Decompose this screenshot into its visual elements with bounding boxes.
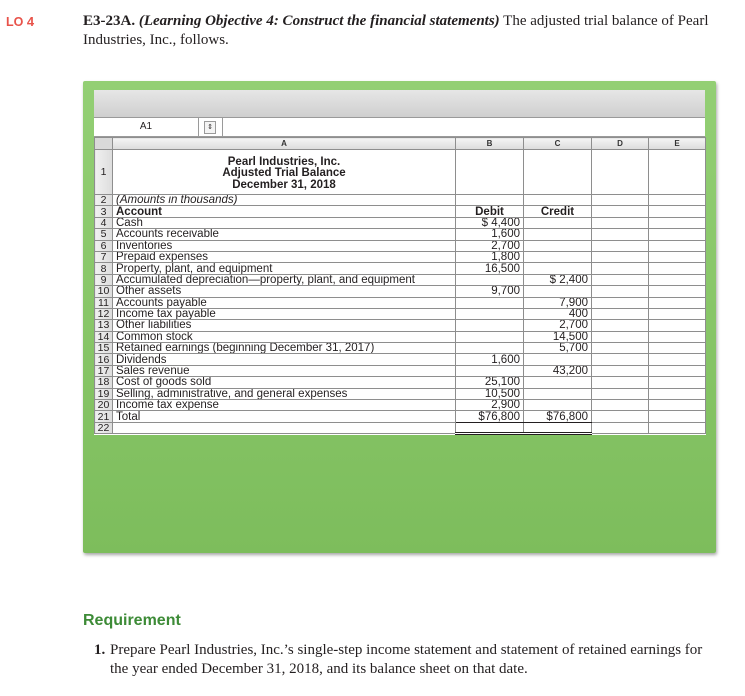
credit-cell[interactable]: [524, 229, 592, 240]
empty-cell[interactable]: [592, 331, 649, 342]
debit-cell[interactable]: [456, 274, 524, 285]
credit-cell[interactable]: 400: [524, 308, 592, 319]
table-row: [95, 377, 706, 388]
requirement-text: Prepare Pearl Industries, Inc.’s single-step income statement and statement of retained earnings for the year ended December 31, 2018, and its balance sheet on that date.: [110, 642, 703, 677]
table-row: [95, 354, 706, 365]
empty-cell[interactable]: [649, 206, 706, 217]
credit-cell[interactable]: [524, 195, 592, 206]
table-row: [95, 263, 706, 274]
empty-cell[interactable]: [592, 229, 649, 240]
problem-objective: (Learning Objective 4: Construct the financial statements): [138, 13, 500, 29]
empty-cell[interactable]: [649, 251, 706, 262]
table-row: [95, 388, 706, 399]
table-row: [95, 229, 706, 240]
row-header[interactable]: 22: [95, 422, 113, 433]
table-row: [95, 365, 706, 376]
credit-cell[interactable]: [524, 354, 592, 365]
credit-cell[interactable]: [524, 377, 592, 388]
empty-cell[interactable]: [649, 274, 706, 285]
empty-cell[interactable]: [592, 354, 649, 365]
debit-cell[interactable]: 2,700: [456, 240, 524, 251]
debit-cell[interactable]: [456, 343, 524, 354]
column-header-e[interactable]: E: [649, 138, 706, 150]
debit-cell[interactable]: $ 4,400: [456, 217, 524, 228]
account-cell[interactable]: [113, 422, 456, 433]
empty-cell[interactable]: [592, 240, 649, 251]
column-header-c[interactable]: C: [524, 138, 592, 150]
debit-cell[interactable]: [456, 195, 524, 206]
debit-cell[interactable]: [456, 320, 524, 331]
requirement-heading: Requirement: [83, 612, 181, 629]
formula-divider: [222, 118, 223, 136]
row-header[interactable]: 17: [95, 365, 113, 376]
empty-cell[interactable]: [592, 286, 649, 297]
spreadsheet-window: [83, 81, 716, 553]
empty-cell[interactable]: [592, 422, 649, 433]
select-all-corner[interactable]: [95, 138, 113, 150]
debit-cell[interactable]: Debit: [456, 206, 524, 217]
table-row: [95, 150, 706, 195]
table-row: [95, 400, 706, 411]
empty-cell[interactable]: [649, 377, 706, 388]
empty-cell[interactable]: [592, 206, 649, 217]
account-cell[interactable]: Prepaid expenses: [113, 251, 456, 262]
account-cell[interactable]: Account: [113, 206, 456, 217]
table-row: [95, 308, 706, 319]
credit-cell[interactable]: [524, 240, 592, 251]
credit-cell[interactable]: [524, 388, 592, 399]
spreadsheet-toolbar: [94, 90, 705, 117]
table-row: [95, 195, 706, 206]
table-row: [95, 206, 706, 217]
debit-cell[interactable]: 1,600: [456, 229, 524, 240]
lo-number: 4: [26, 14, 35, 29]
table-row: [95, 320, 706, 331]
empty-cell[interactable]: [592, 297, 649, 308]
empty-cell[interactable]: [649, 422, 706, 433]
row-header[interactable]: 19: [95, 388, 113, 399]
empty-cell[interactable]: [649, 297, 706, 308]
debit-cell[interactable]: 25,100: [456, 377, 524, 388]
column-header-a[interactable]: A: [113, 138, 456, 150]
lo-prefix: LO: [6, 15, 24, 29]
row-header[interactable]: 7: [95, 251, 113, 262]
empty-cell[interactable]: [592, 365, 649, 376]
account-cell[interactable]: Cost of goods sold: [113, 377, 456, 388]
account-cell[interactable]: Inventories: [113, 240, 456, 251]
credit-cell[interactable]: $ 2,400: [524, 274, 592, 285]
credit-cell[interactable]: 7,900: [524, 297, 592, 308]
credit-cell[interactable]: 14,500: [524, 331, 592, 342]
empty-cell[interactable]: [592, 150, 649, 195]
account-cell[interactable]: Income tax payable: [113, 308, 456, 319]
debit-cell[interactable]: 2,900: [456, 400, 524, 411]
credit-cell[interactable]: 2,700: [524, 320, 592, 331]
table-row: [95, 251, 706, 262]
empty-cell[interactable]: [592, 400, 649, 411]
requirement-number: 1.: [94, 642, 106, 658]
learning-objective-tag: [6, 14, 34, 29]
sheet-title-line: December 31, 2018: [232, 178, 336, 191]
empty-cell[interactable]: [649, 217, 706, 228]
debit-cell[interactable]: [456, 365, 524, 376]
empty-cell[interactable]: [649, 229, 706, 240]
credit-cell[interactable]: [524, 400, 592, 411]
name-box[interactable]: A1: [94, 118, 199, 136]
empty-cell[interactable]: [592, 377, 649, 388]
empty-cell[interactable]: [592, 343, 649, 354]
account-cell[interactable]: Accumulated depreciation—property, plant, and equipment: [113, 274, 456, 285]
debit-cell[interactable]: 1,800: [456, 251, 524, 262]
credit-cell[interactable]: [524, 251, 592, 262]
row-header[interactable]: 9: [95, 274, 113, 285]
credit-cell[interactable]: Credit: [524, 206, 592, 217]
empty-cell[interactable]: [592, 308, 649, 319]
row-header[interactable]: 20: [95, 400, 113, 411]
table-row: [95, 297, 706, 308]
empty-cell[interactable]: [649, 150, 706, 195]
credit-cell[interactable]: [524, 422, 592, 433]
empty-cell[interactable]: [649, 343, 706, 354]
account-cell[interactable]: (Amounts in thousands): [113, 195, 456, 206]
empty-cell[interactable]: [592, 411, 649, 422]
debit-cell[interactable]: [456, 308, 524, 319]
debit-cell[interactable]: 10,500: [456, 388, 524, 399]
empty-cell[interactable]: [456, 150, 524, 195]
empty-cell[interactable]: [592, 195, 649, 206]
row-header[interactable]: 6: [95, 240, 113, 251]
column-header-d[interactable]: D: [592, 138, 649, 150]
table-row: [95, 286, 706, 297]
account-cell[interactable]: Total: [113, 411, 456, 422]
empty-cell[interactable]: [592, 217, 649, 228]
table-row: [95, 331, 706, 342]
debit-cell[interactable]: [456, 422, 524, 433]
table-row: [95, 217, 706, 228]
table-row: [95, 240, 706, 251]
account-cell[interactable]: Selling, administrative, and general expenses: [113, 388, 456, 399]
sheet-title-line: Pearl Industries, Inc.: [227, 155, 341, 168]
empty-cell[interactable]: [592, 251, 649, 262]
debit-cell[interactable]: 9,700: [456, 286, 524, 297]
account-cell[interactable]: Dividends: [113, 354, 456, 365]
empty-cell[interactable]: [649, 240, 706, 251]
row-header[interactable]: 14: [95, 331, 113, 342]
row-header[interactable]: 13: [95, 320, 113, 331]
debit-cell[interactable]: [456, 331, 524, 342]
account-cell[interactable]: Common stock: [113, 331, 456, 342]
row-header[interactable]: 18: [95, 377, 113, 388]
debit-cell[interactable]: 16,500: [456, 263, 524, 274]
empty-cell[interactable]: [649, 286, 706, 297]
row-header[interactable]: 15: [95, 343, 113, 354]
account-cell[interactable]: Accounts receivable: [113, 229, 456, 240]
row-header[interactable]: 1: [95, 150, 113, 195]
account-cell[interactable]: Sales revenue: [113, 365, 456, 376]
empty-cell[interactable]: [592, 263, 649, 274]
empty-cell[interactable]: [649, 400, 706, 411]
column-header-b[interactable]: B: [456, 138, 524, 150]
credit-cell[interactable]: [524, 286, 592, 297]
requirement-item: [94, 641, 714, 679]
empty-cell[interactable]: [649, 365, 706, 376]
sheet-title-line: Adjusted Trial Balance: [222, 167, 346, 180]
empty-cell[interactable]: [649, 195, 706, 206]
empty-cell[interactable]: [592, 388, 649, 399]
empty-cell[interactable]: [649, 331, 706, 342]
debit-cell[interactable]: $76,800: [456, 411, 524, 422]
row-header[interactable]: 10: [95, 286, 113, 297]
row-header[interactable]: 11: [95, 297, 113, 308]
sheet-title-cell[interactable]: [113, 150, 456, 195]
empty-cell[interactable]: [649, 320, 706, 331]
debit-cell[interactable]: [456, 297, 524, 308]
problem-id: E3-23A.: [83, 13, 136, 29]
table-row: [95, 411, 706, 422]
empty-cell[interactable]: [649, 388, 706, 399]
credit-cell[interactable]: $76,800: [524, 411, 592, 422]
row-header[interactable]: 5: [95, 229, 113, 240]
account-cell[interactable]: Income tax expense: [113, 400, 456, 411]
spreadsheet-grid: [94, 137, 706, 435]
table-row: [95, 274, 706, 285]
credit-cell[interactable]: [524, 217, 592, 228]
formula-bar: [94, 117, 705, 137]
empty-cell[interactable]: [592, 274, 649, 285]
empty-cell[interactable]: [524, 150, 592, 195]
row-header[interactable]: 3: [95, 206, 113, 217]
empty-cell[interactable]: [649, 308, 706, 319]
account-cell[interactable]: Accounts payable: [113, 297, 456, 308]
problem-text: The adjusted trial balance of Pearl Industries, Inc., follows.: [83, 13, 709, 48]
debit-cell[interactable]: 1,600: [456, 354, 524, 365]
account-cell[interactable]: Cash: [113, 217, 456, 228]
empty-cell[interactable]: [592, 320, 649, 331]
account-cell[interactable]: Retained earnings (beginning December 31, 2017): [113, 343, 456, 354]
empty-cell[interactable]: [649, 411, 706, 422]
row-header[interactable]: 12: [95, 308, 113, 319]
credit-cell[interactable]: 43,200: [524, 365, 592, 376]
table-row: [95, 422, 706, 433]
credit-cell[interactable]: [524, 263, 592, 274]
problem-statement: [83, 12, 723, 50]
empty-cell[interactable]: [649, 263, 706, 274]
name-box-stepper-icon[interactable]: ⇕: [204, 121, 216, 134]
account-cell[interactable]: Other liabilities: [113, 320, 456, 331]
row-header[interactable]: 21: [95, 411, 113, 422]
row-header[interactable]: 2: [95, 195, 113, 206]
row-header[interactable]: 16: [95, 354, 113, 365]
row-header[interactable]: 4: [95, 217, 113, 228]
empty-cell[interactable]: [649, 354, 706, 365]
table-row: [95, 343, 706, 354]
row-header[interactable]: 8: [95, 263, 113, 274]
account-cell[interactable]: Other assets: [113, 286, 456, 297]
account-cell[interactable]: Property, plant, and equipment: [113, 263, 456, 274]
credit-cell[interactable]: 5,700: [524, 343, 592, 354]
